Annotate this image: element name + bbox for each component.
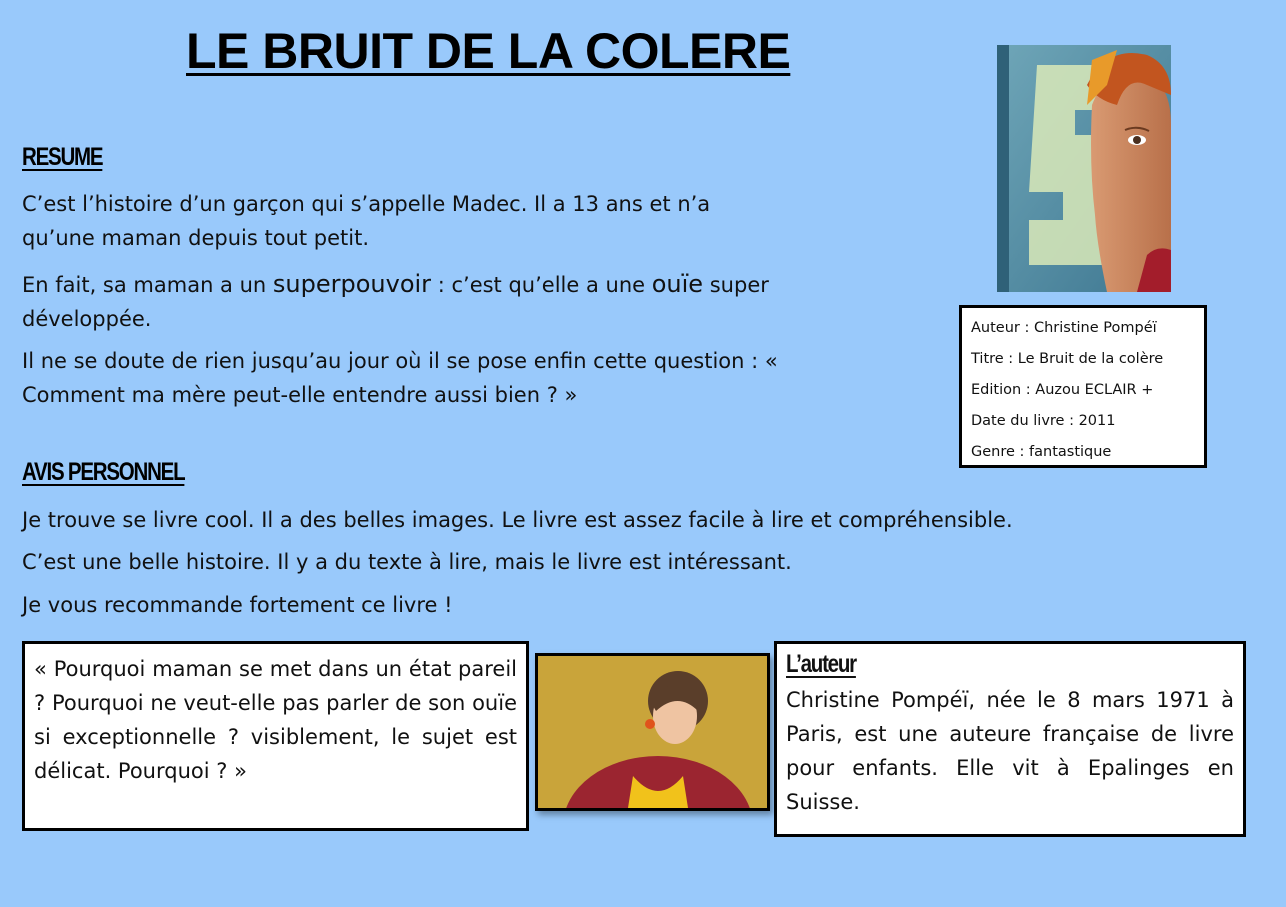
avis-heading: AVIS PERSONNEL	[22, 458, 185, 486]
info-genre: Genre : fantastique	[971, 444, 1112, 460]
resume-heading: RESUME	[22, 143, 103, 171]
resume-paragraph-3: Il ne se doute de rien jusqu’au jour où il se pose enfin cette question : « Comment ma mère peut-elle entendre aussi bien ? »	[22, 349, 778, 407]
page-title: LE BRUIT DE LA COLERE	[186, 23, 791, 79]
hearing-word: ouïe	[651, 270, 704, 298]
avis-paragraph-1: Je trouve se livre cool. Il a des belles images. Le livre est assez facile à lire et compréhensible.	[22, 508, 1013, 532]
resume-paragraph-1: C’est l’histoire d’un garçon qui s’appelle Madec. Il a 13 ans et n’a qu’une maman depuis tout petit.	[22, 192, 711, 250]
book-info-box	[959, 305, 1207, 468]
author-text: Christine Pompéï, née le 8 mars 1971 à Paris, est une auteure française de livre pour enfants. Elle vit à Epalinges en Suisse.	[786, 688, 1234, 814]
author-heading: L’auteur	[786, 650, 856, 678]
resume-paragraph-2: En fait, sa maman a un superpouvoir : c’est qu’elle a une ouïe super développée.	[22, 270, 769, 331]
author-box	[774, 641, 1246, 837]
info-auteur: Auteur : Christine Pompéï	[971, 320, 1157, 336]
avis-paragraph-2: C’est une belle histoire. Il y a du texte à lire, mais le livre est intéressant.	[22, 550, 792, 574]
quote-box: « Pourquoi maman se met dans un état pareil ? Pourquoi ne veut-elle pas parler de son ouïe si exceptionnelle ? visiblement, le sujet est délicat. Pourquoi ? »	[22, 641, 529, 831]
author-photo	[535, 653, 770, 811]
info-date: Date du livre : 2011	[971, 413, 1116, 429]
avis-paragraph-3: Je vous recommande fortement ce livre !	[22, 593, 453, 617]
book-cover-image	[997, 45, 1171, 292]
info-edition: Edition : Auzou ECLAIR +	[971, 382, 1154, 398]
info-titre: Titre : Le Bruit de la colère	[971, 351, 1164, 367]
superpower-word: superpouvoir	[272, 270, 432, 298]
